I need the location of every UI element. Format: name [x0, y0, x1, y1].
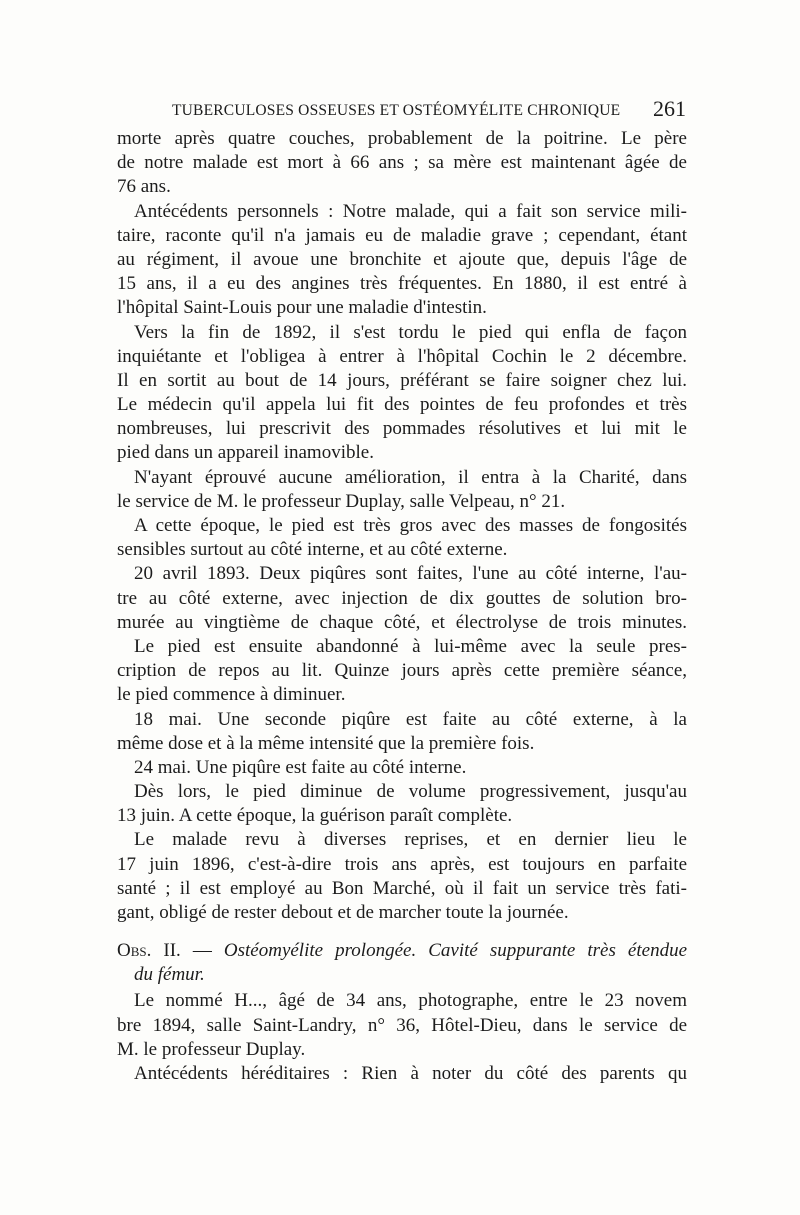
text-line: Dès lors, le pied diminue de volume progressivement, jusqu'au [134, 781, 687, 803]
text-line: 18 mai. Une seconde piqûre est faite au côté externe, à la [134, 708, 687, 730]
text-line: M. le professeur Duplay. [117, 1038, 306, 1060]
text-line: cription de repos au lit. Quinze jours après cette première séance, [117, 660, 687, 682]
observation-heading [117, 939, 687, 963]
text-line: le service de M. le professeur Duplay, salle Velpeau, n° 21. [117, 490, 566, 512]
section-gap [117, 925, 687, 939]
text-line: murée au vingtième de chaque côté, et électrolyse de trois minutes. [117, 611, 687, 633]
text-line: au régiment, il avoue une bronchite et ajoute que, depuis l'âge de [117, 248, 687, 270]
text-line: Antécédents personnels : Notre malade, qui a fait son service mili- [134, 200, 687, 222]
text-line: tre au côté externe, avec injection de dix gouttes de solution bro- [117, 587, 687, 609]
observation-label: Obs. II. — [117, 940, 212, 962]
text-line: taire, raconte qu'il n'a jamais eu de maladie grave ; cependant, étant [117, 224, 687, 246]
running-title: TUBERCULOSES OSSEUSES ET OSTÉOMYÉLITE CHRONIQUE [172, 102, 621, 119]
observation-title: Ostéomyélite prolongée. Cavité suppurante très étendue [223, 940, 687, 962]
text-line: morte après quatre couches, probablement de la poitrine. Le père [117, 128, 687, 149]
observation-heading-continued [117, 963, 687, 989]
text-line: Le nommé H..., âgé de 34 ans, photographe, entre le 23 novem [134, 990, 687, 1012]
text-line: Le médecin qu'il appela lui fit des pointes de feu profondes et très [117, 394, 687, 416]
body-text [117, 127, 687, 1086]
text-line: gant, obligé de rester debout et de marcher toute la journée. [117, 902, 569, 923]
text-line: Antécédents héréditaires : Rien à noter du côté des parents qu [134, 1062, 687, 1084]
text-line: Vers la fin de 1892, il s'est tordu le pied qui enfla de façon [134, 321, 687, 343]
text-line: Le pied est ensuite abandonné à lui-même avec la seule pres- [134, 635, 687, 657]
observation-title-end: du fémur. [134, 964, 205, 986]
text-line: nombreuses, lui prescrivit des pommades résolutives et lui mit le [117, 418, 687, 440]
text-line: pied dans un appareil inamovible. [117, 442, 374, 464]
text-line: 20 avril 1893. Deux piqûres sont faites, l'une au côté interne, l'au- [134, 563, 687, 585]
text-line: Il en sortit au bout de 14 jours, préférant se faire soigner chez lui. [117, 369, 687, 391]
page-number: 261 [653, 96, 686, 121]
running-head [172, 96, 686, 126]
text-line: santé ; il est employé au Bon Marché, où il fait un service très fati- [117, 877, 687, 899]
text-line: 15 ans, il a eu des angines très fréquentes. En 1880, il est entré à [117, 273, 687, 295]
text-line: l'hôpital Saint-Louis pour une maladie d'intestin. [117, 297, 487, 319]
text-line: 13 juin. A cette époque, la guérison paraît complète. [117, 805, 513, 827]
text-line: de notre malade est mort à 66 ans ; sa mère est maintenant âgée de [117, 152, 687, 174]
text-line: inquiétante et l'obligea à entrer à l'hôpital Cochin le 2 décembre. [117, 345, 687, 367]
text-line: même dose et à la même intensité que la première fois. [117, 732, 535, 754]
text-line: 24 mai. Une piqûre est faite au côté interne. [134, 756, 467, 778]
text-line: le pied commence à diminuer. [117, 684, 346, 706]
text-line: sensibles surtout au côté interne, et au côté externe. [117, 539, 508, 561]
text-line: 76 ans. [117, 176, 171, 198]
text-line: N'ayant éprouvé aucune amélioration, il entra à la Charité, dans [134, 466, 687, 488]
text-line: 17 juin 1896, c'est-à-dire trois ans après, est toujours en parfaite [117, 853, 687, 875]
text-line: Le malade revu à diverses reprises, et en dernier lieu le [134, 829, 687, 851]
text-line: A cette époque, le pied est très gros avec des masses de fongosités [134, 515, 687, 536]
text-line: bre 1894, salle Saint-Landry, n° 36, Hôtel-Dieu, dans le service de [117, 1014, 687, 1036]
